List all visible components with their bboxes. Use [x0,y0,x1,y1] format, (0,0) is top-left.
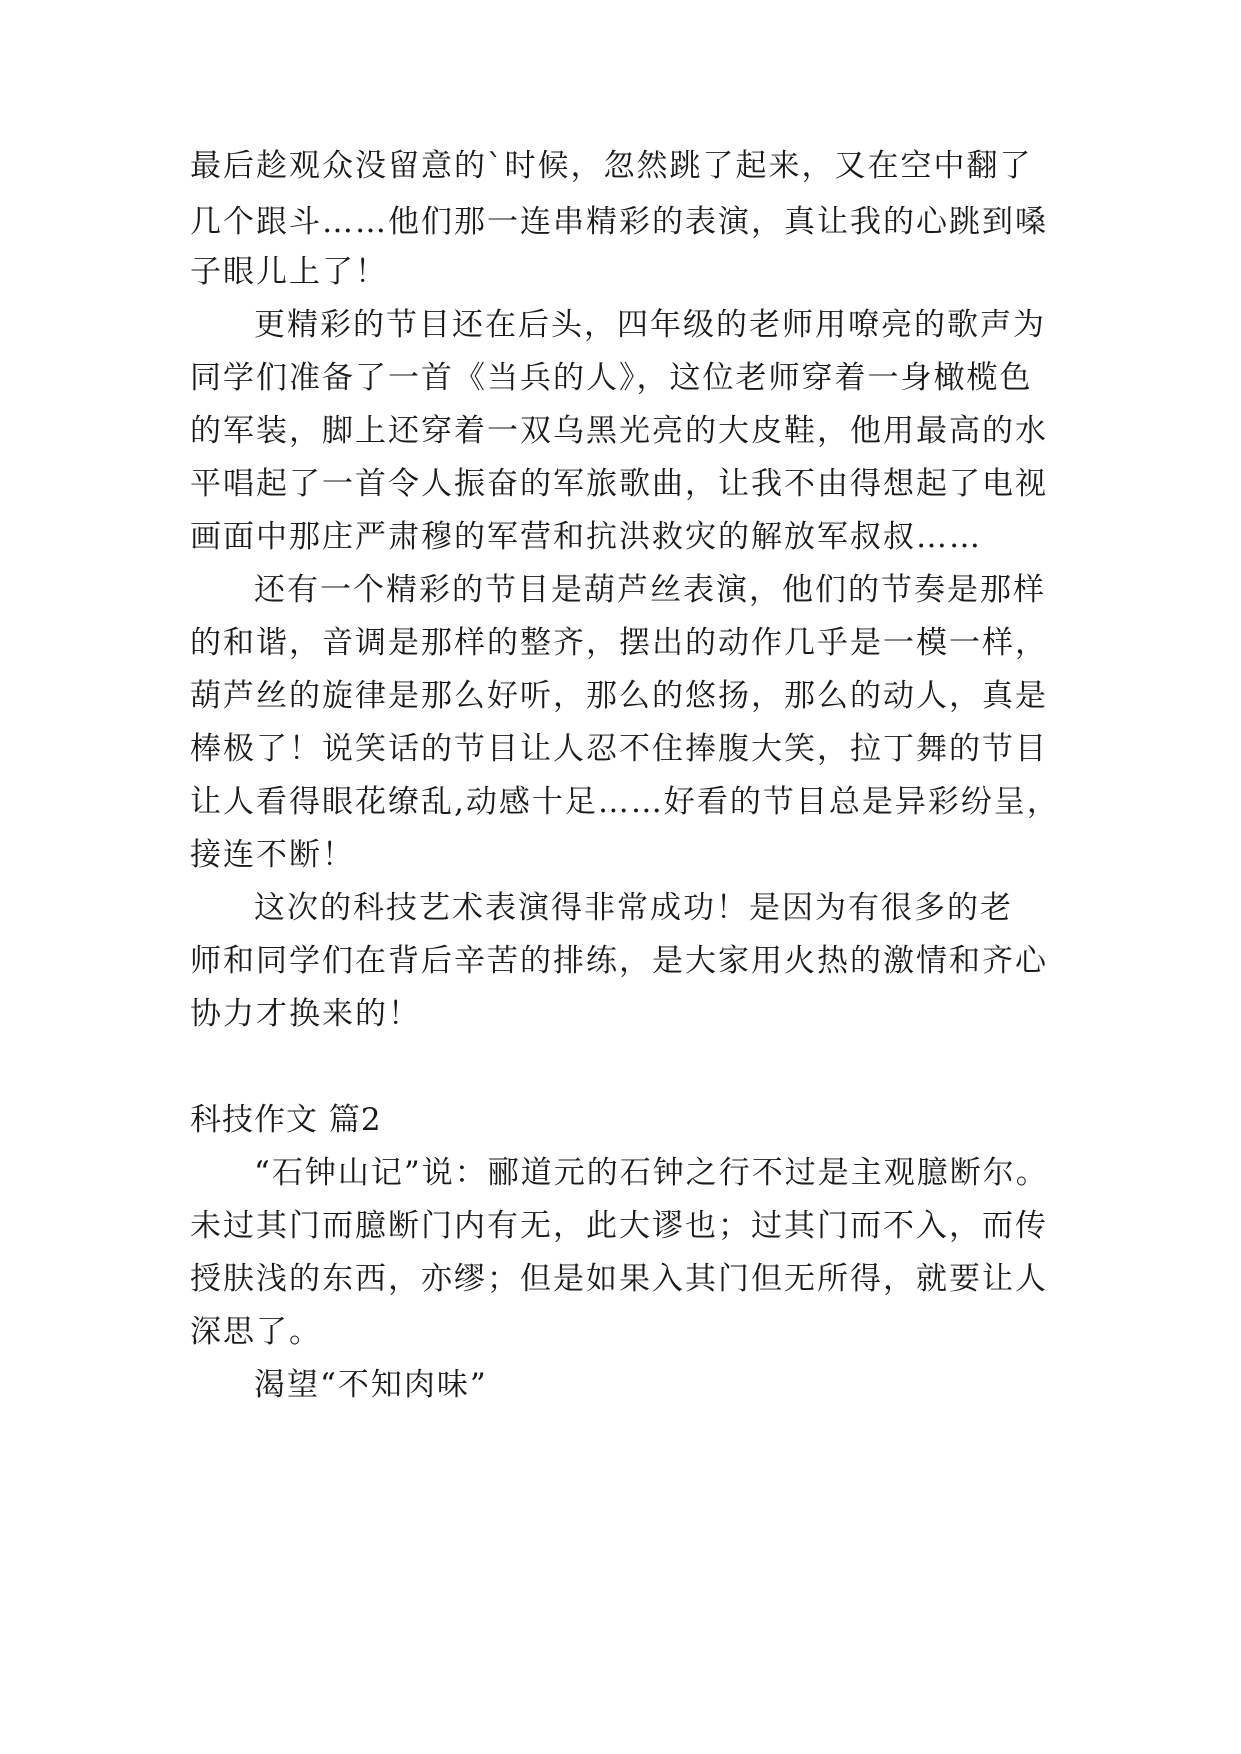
paragraph-line: 葫芦丝的旋律是那么好听，那么的悠扬，那么的动人，真是 [190,678,1048,714]
paragraph-line: 渴望“不知肉味” [254,1367,488,1403]
paragraph-line: 师和同学们在背后辛苦的排练，是大家用火热的激情和齐心 [190,943,1048,979]
paragraph-line: 让人看得眼花缭乱,动感十足……好看的节目总是异彩纷呈， [190,784,1060,820]
paragraph-line: 深思了。 [190,1314,322,1350]
paragraph-line: 协力才换来的！ [190,996,421,1032]
paragraph-line: 平唱起了一首令人振奋的军旅歌曲，让我不由得想起了电视 [190,466,1048,502]
paragraph-line: 棒极了！说笑话的节目让人忍不住捧腹大笑，拉丁舞的节目 [190,731,1048,767]
paragraph-line: 画面中那庄严肃穆的军营和抗洪救灾的解放军叔叔…… [190,519,982,555]
paragraph-line: “石钟山记”说：郦道元的石钟之行不过是主观臆断尔。 [254,1155,1049,1191]
paragraph-line: 最后趁观众没留意的`时候，忽然跳了起来，又在空中翻了 [190,148,1033,184]
paragraph-line: 子眼儿上了！ [190,254,388,290]
paragraph-line: 几个跟斗……他们那一连串精彩的表演，真让我的心跳到嗓 [190,204,1048,240]
paragraph-line: 还有一个精彩的节目是葫芦丝表演，他们的节奏是那样 [254,572,1046,608]
section-heading: 科技作文 篇2 [190,1102,382,1138]
paragraph-line: 接连不断！ [190,837,355,873]
paragraph-line: 更精彩的节目还在后头，四年级的老师用嘹亮的歌声为 [254,307,1046,343]
paragraph-line: 同学们准备了一首《当兵的人》，这位老师穿着一身橄榄色 [190,360,1033,396]
paragraph-line: 未过其门而臆断门内有无，此大谬也；过其门而不入，而传 [190,1208,1048,1244]
paragraph-line: 这次的科技艺术表演得非常成功！是因为有很多的老 [254,890,1013,926]
paragraph-line: 授肤浅的东西，亦缪；但是如果入其门但无所得，就要让人 [190,1261,1048,1297]
paragraph-line: 的和谐，音调是那样的整齐，摆出的动作几乎是一模一样， [190,625,1048,661]
paragraph-line: 的军装，脚上还穿着一双乌黑光亮的大皮鞋，他用最高的水 [190,413,1048,449]
